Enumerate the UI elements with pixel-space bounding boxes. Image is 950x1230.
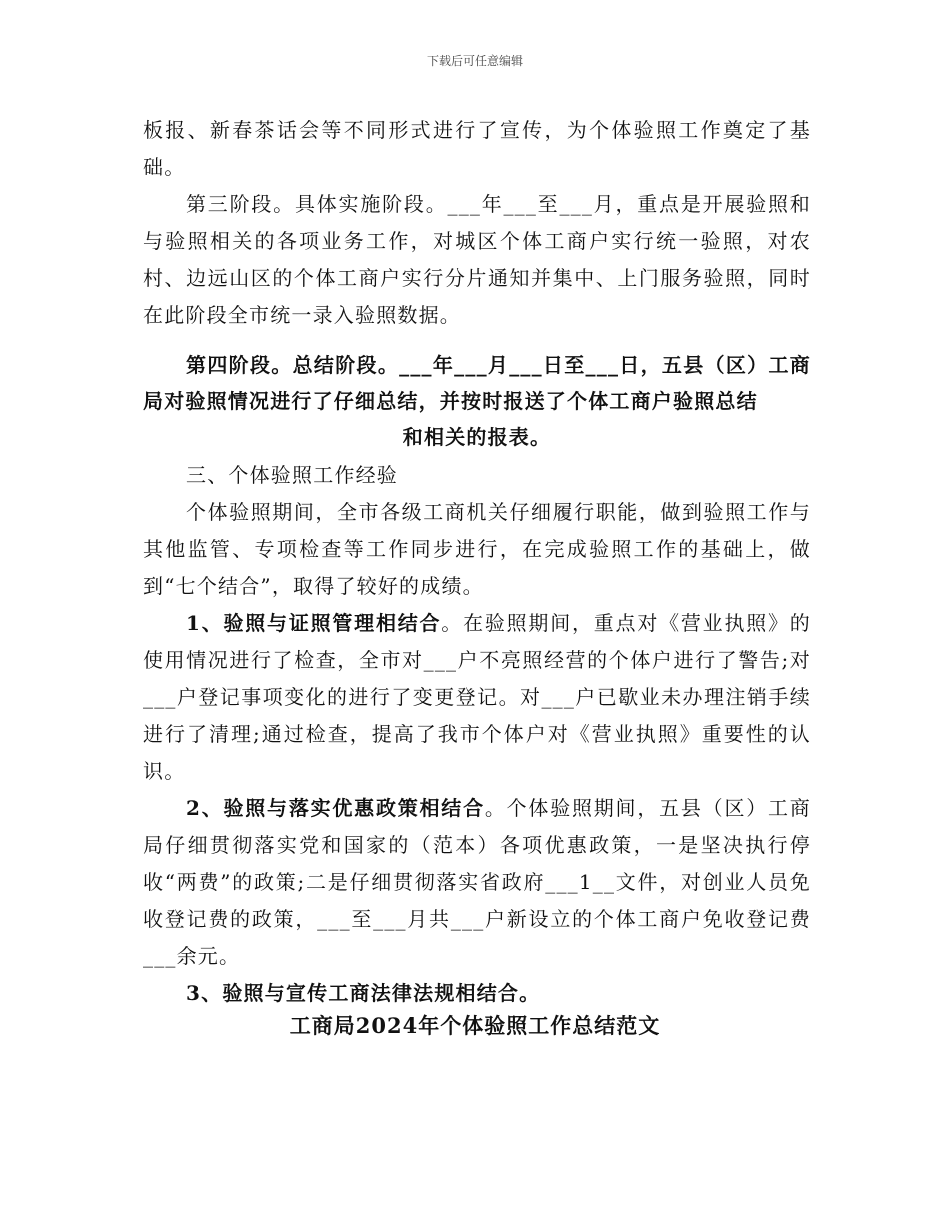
paragraph-stage-four-end: 和相关的报表。 bbox=[402, 425, 552, 449]
page-header-note: 下载后可任意编辑 bbox=[426, 54, 523, 68]
section-heading-experience: 三、个体验照工作经验 bbox=[186, 463, 398, 487]
paragraph-item-three: 3、验照与宣传工商法律法规相结合。 bbox=[186, 981, 541, 1005]
paragraph-stage-four: 第四阶段。总结阶段。___年___月___日至___日，五县（区）工商局对验照情况进行了仔细总结，并按时报送了个体工商户验照总结 bbox=[143, 353, 811, 413]
document-body bbox=[143, 112, 811, 1012]
paragraph-experience-intro: 个体验照期间，全市各级工商机关仔细履行职能，做到验照工作与其他监管、专项检查等工作同步进行，在完成验照工作的基础上，做到“七个结合”，取得了较好的成绩。 bbox=[143, 500, 811, 598]
item-two-body: 。个体验照期间，五县（区）工商局仔细贯彻落实党和国家的（范本）各项优惠政策，一是坚决执行停收“两费”的政策;二是仔细贯彻落实省政府___1__文件，对创业人员免收登记费的政策，___至___月共___户新设立的个体工商户免收登记费___余元。 bbox=[143, 796, 811, 968]
document-title: 工商局2024年个体验照工作总结范文 bbox=[289, 1013, 661, 1038]
item-one-body: 。在验照期间，重点对《营业执照》的使用情况进行了检查，全市对___户不亮照经营的个体户进行了警告;对___户登记事项变化的进行了变更登记。对___户已歇业未办理注销手续进行了清理;通过检查，提高了我市个体户对《营业执照》重要性的认识。 bbox=[143, 611, 811, 783]
paragraph-stage-three: 第三阶段。具体实施阶段。___年___至___月，重点是开展验照和与验照相关的各项业务工作，对城区个体工商户实行统一验照，对农村、边远山区的个体工商户实行分片通知并集中、上门服务验照，同时在此阶段全市统一录入验照数据。 bbox=[143, 192, 811, 327]
paragraph-promotion: 板报、新春茶话会等不同形式进行了宣传，为个体验照工作奠定了基础。 bbox=[143, 118, 811, 179]
paragraph-item-two bbox=[143, 790, 811, 975]
item-two-title: 2、验照与落实优惠政策相结合 bbox=[186, 796, 485, 820]
item-one-title: 1、验照与证照管理相结合 bbox=[186, 611, 442, 635]
paragraph-item-one bbox=[143, 605, 811, 790]
